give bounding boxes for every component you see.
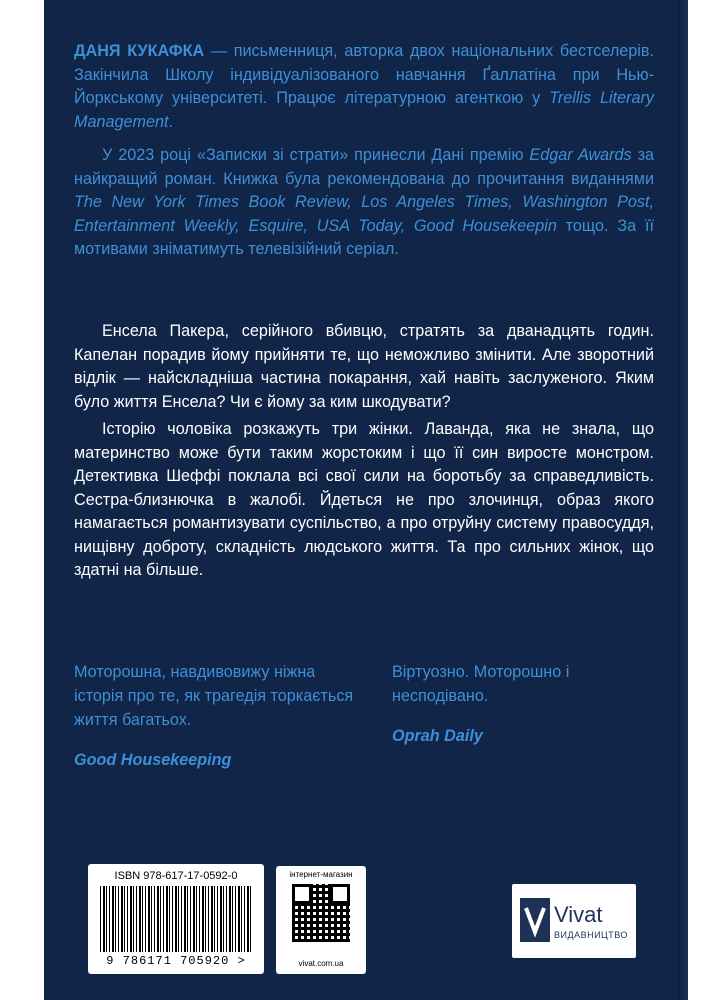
- publications-list: The New York Times Book Review, Los Angeles Times, Washington Post, Entertainment Weekly, Esquire, USA Today, Good Housekeepin: [74, 193, 654, 235]
- isbn-label: ISBN 978-617-17-0592-0: [114, 870, 238, 882]
- publisher-name: Vivat: [554, 902, 603, 927]
- qr-code-block: [276, 866, 366, 974]
- publisher-subtitle: ВИДАВНИЦТВО: [554, 930, 628, 940]
- description-paragraph-1: Енсела Пакера, серійного вбивцю, стратять за дванадцять годин. Капелан порадив йому прийняти те, що неможливо змінити. Але зворотний відлік — найскладніша частина покарання, хай навіть заслуженого. Яким було життя Енсела? Чи є йому за ким шкодувати?: [74, 322, 654, 411]
- quote-source: Good Housekeeping: [74, 751, 232, 769]
- quote-text: Віртуозно. Моторошно і несподівано.: [392, 663, 570, 705]
- bio-paragraph-1: ДАНЯ КУКАФКА — письменниця, авторка двох національних бестселерів. Закінчила Школу індивідуалізованого навчання Ґаллатіна при Нью-Йоркському університеті. Працює літературною агенткою у Trellis Literary Management.: [74, 42, 654, 131]
- bio-paragraph-2: У 2023 році «Записки зі страти» принесли Дані премію Edgar Awards за найкращий роман. Книжка була рекомендована до прочитання виданнями The New York Times Book Review, Los Angeles Times, Washington Post, Entertainment Weekly, Esquire, USA Today, Good Housekeepin тощо. За її мотивами зніматимуть телевізійний серіал.: [74, 146, 655, 258]
- qr-code-icon: [292, 884, 350, 942]
- quote-text: Моторошна, навдивовижу ніжна історія про те, як трагедія торкається життя багатьох.: [74, 663, 354, 729]
- isbn-barcode: [88, 864, 264, 974]
- review-quote-2: [392, 660, 622, 748]
- description-paragraph-2: Історію чоловіка розкажуть три жінки. Лаванда, яка не знала, що материнство може бути таким жорстоким і що її син виросте монстром. Детективка Шеффі поклала всі свої сили на боротьбу за справедливість. Сестра-близнючка в жалобі. Йдеться не про злочинця, образ якого намагається романтизувати суспільство, а про отруйну систему правосуддя, нищівну доброту, складність людського життя. Та про сильних жінок, що здатні на більше.: [74, 420, 654, 579]
- cover-edge: [678, 0, 688, 1000]
- qr-caption-top: інтернет-магазин: [289, 870, 353, 879]
- barcode-bars: [100, 886, 252, 952]
- agency-name: Trellis Literary Management: [74, 89, 654, 131]
- back-cover: [44, 0, 688, 1000]
- award-name: Edgar Awards: [529, 146, 632, 164]
- book-description: [74, 320, 654, 583]
- publisher-logo: [512, 884, 636, 958]
- qr-caption-bottom: vivat.com.ua: [298, 959, 344, 968]
- barcode-digits: 9 786171 705920 >: [106, 954, 246, 968]
- author-bio: [74, 40, 654, 262]
- vivat-logo-icon: [520, 898, 550, 942]
- author-name: ДАНЯ КУКАФКА: [74, 42, 205, 60]
- review-quote-1: [74, 660, 364, 772]
- quote-source: Oprah Daily: [392, 727, 483, 745]
